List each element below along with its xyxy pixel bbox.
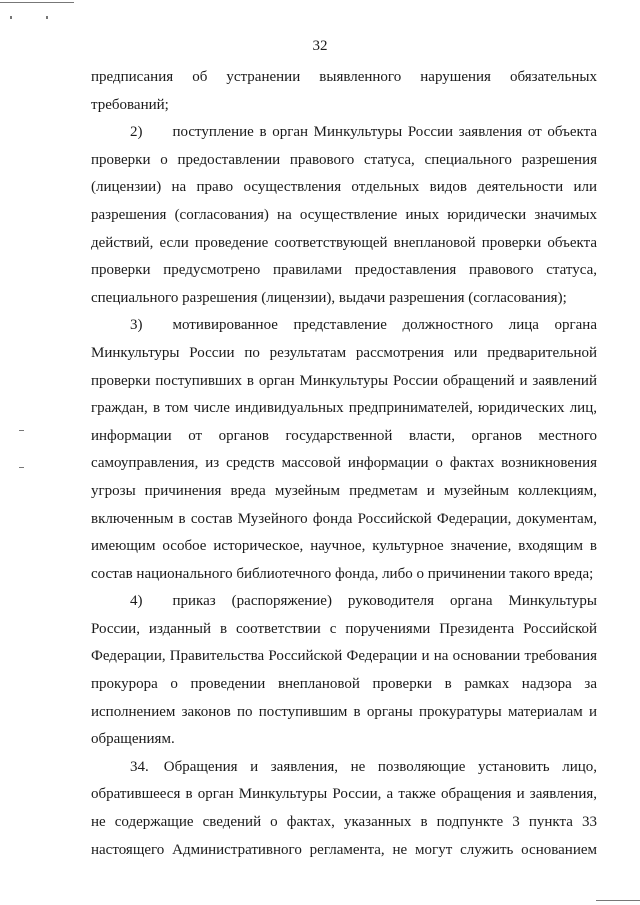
scan-mark-top: [0, 2, 74, 3]
scan-mark-dot-right: [46, 16, 48, 19]
scan-mark-bottom-right: [596, 900, 640, 901]
paragraph-item-2: 2) поступление в орган Минкультуры России заявления от объекта проверки о предоставлении правового статуса, специального разрешения (лицензии) на право осуществления отдельных видов деятельности или разрешения (согласования) на осуществление иных юридически значимых действий, если проведение соответствующей внеплановой проверки объекта проверки предусмотрено правилами предоставления правового статуса, специального разрешения (лицензии), выдачи разрешения (согласования);: [91, 124, 597, 306]
scan-mark-margin-2: [19, 467, 24, 468]
scan-mark-margin-1: [19, 430, 24, 431]
paragraph-item-3: 3) мотивированное представление должностного лица органа Минкультуры России по результатам рассмотрения или предварительной проверки поступивших в орган Минкультуры России обращений и заявлений граждан, в том числе индивидуальных предпринимателей, юридических лиц, информации от органов государственной власти, органов местного самоуправления, из средств массовой информации о фактах возникновения угрозы причинения вреда музейным предметам и музейным коллекциям, включенным в состав Музейного фонда Российской Федерации, документам, имеющим особое историческое, научное, культурное значение, входящим в состав национального библиотечного фонда, либо о причинении такого вреда;: [91, 317, 597, 582]
paragraph-continuation: предписания об устранении выявленного нарушения обязательных требований;: [91, 69, 597, 113]
paragraph-item-4: 4) приказ (распоряжение) руководителя органа Минкультуры России, изданный в соответствии с поручениями Президента Российской Федерации, Правительства Российской Федерации и на основании требования прокурора о проведении внеплановой проверки в рамках надзора за исполнением законов по поступившим в органы прокуратуры материалам и обращениям.: [91, 593, 597, 748]
document-body: [91, 64, 597, 864]
paragraph-34: 34. Обращения и заявления, не позволяющие установить лицо, обратившееся в орган Минкультуры России, а также обращения и заявления, не содержащие сведений о фактах, указанных в подпункте 3 пункта 33 настоящего Административного регламента, не могут служить основанием: [91, 758, 597, 858]
scan-mark-dot-left: [10, 16, 12, 19]
page-number: 32: [312, 38, 328, 54]
